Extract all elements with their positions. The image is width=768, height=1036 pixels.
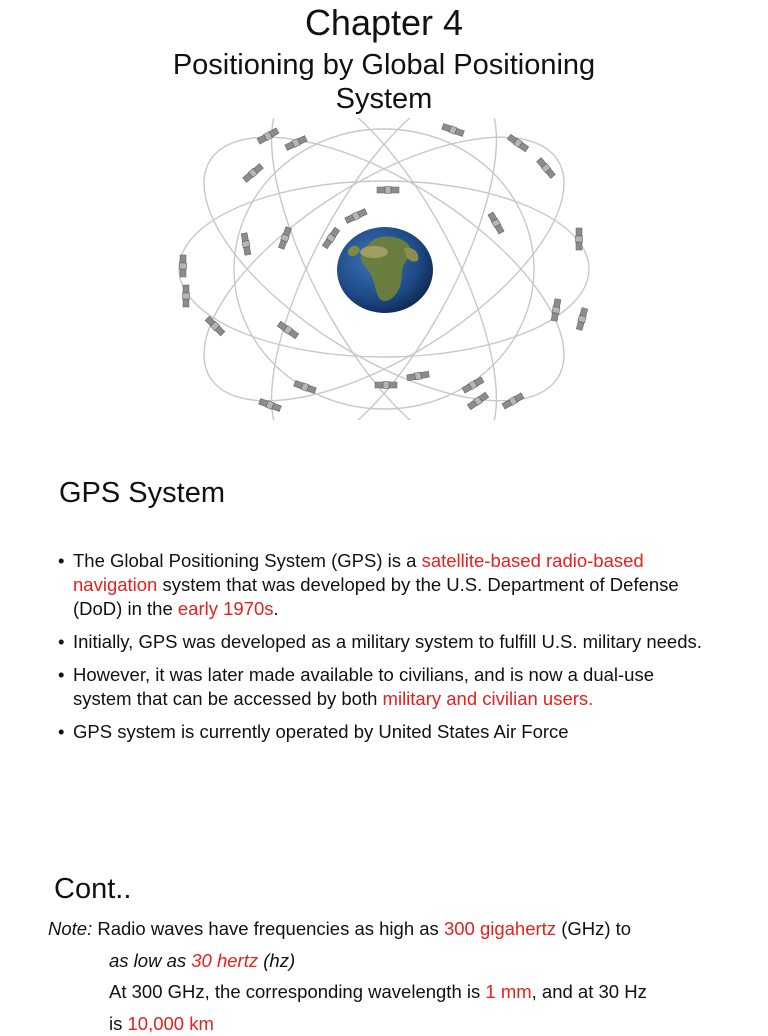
bullet-marker: • xyxy=(58,550,65,571)
bullet-item: • The Global Positioning System (GPS) is a satellite-based radio-based navigation system that was developed by the U.S. Department of Defense (DoD) in the early 1970s. xyxy=(58,550,679,619)
earth-icon xyxy=(337,227,433,313)
highlight-text: satellite-based radio-based navigation xyxy=(73,550,644,595)
satellite-icon xyxy=(487,212,504,235)
satellite-icon xyxy=(293,380,316,394)
bullet-item: • GPS system is currently operated by United States Air Force xyxy=(58,721,569,742)
satellite-icon xyxy=(536,157,556,178)
bullet-marker: • xyxy=(58,721,65,742)
satellite-icon xyxy=(576,228,583,250)
highlight-text: early 1970s xyxy=(177,598,274,619)
note-line-1: Note: Radio waves have frequencies as high as 300 gigahertz (GHz) to xyxy=(48,918,632,939)
satellite-icon xyxy=(462,376,485,393)
satellite-icon xyxy=(375,382,397,389)
note-line-4: is 10,000 km xyxy=(109,1013,214,1034)
satellite-icon xyxy=(551,299,562,322)
satellite-icon xyxy=(407,371,430,382)
subtitle-line-2: System xyxy=(335,83,433,115)
satellite-icon xyxy=(576,307,588,330)
bullet-list xyxy=(58,549,708,753)
subtitle-line-1: Positioning by Global Positioning xyxy=(172,49,596,81)
satellite-icon xyxy=(507,134,529,152)
bullet-item: • However, it was later made available to civilians, and is now a dual-use system that can be accessed by both military and civilian users. xyxy=(58,664,654,709)
highlight-text: military and civilian users. xyxy=(382,688,594,709)
bullet-marker: • xyxy=(58,664,65,685)
satellite-icon xyxy=(377,187,399,194)
highlight-text: 10,000 km xyxy=(127,1013,214,1034)
satellite-icon xyxy=(441,123,464,137)
satellite-icon xyxy=(278,226,292,249)
satellite-icon xyxy=(180,255,187,277)
chapter-title: Chapter 4 xyxy=(304,2,464,43)
satellite-icon xyxy=(345,208,368,224)
satellite-icon xyxy=(242,163,263,183)
bullet-marker: • xyxy=(58,631,65,652)
satellite-icon xyxy=(257,127,280,144)
satellite-icon xyxy=(285,135,308,151)
satellite-icon xyxy=(277,321,299,339)
section-heading: GPS System xyxy=(59,477,225,509)
satellite-icon xyxy=(183,285,190,307)
gps-constellation-figure xyxy=(168,118,600,420)
satellite-icon xyxy=(241,233,252,256)
note-line-3: At 300 GHz, the corresponding wavelength is 1 mm, and at 30 Hz xyxy=(109,981,647,1002)
highlight-text: 1 mm xyxy=(485,981,532,1002)
cont-heading: Cont.. xyxy=(54,873,132,905)
highlight-text: 30 hertz xyxy=(191,950,259,971)
note-line-2: as low as 30 hertz (hz) xyxy=(109,950,296,971)
satellite-icon xyxy=(467,392,489,410)
highlight-text: 300 gigahertz xyxy=(443,918,557,939)
note-label: Note: xyxy=(48,918,93,939)
bullet-item: • Initially, GPS was developed as a military system to fulfill U.S. military needs. xyxy=(58,631,702,652)
